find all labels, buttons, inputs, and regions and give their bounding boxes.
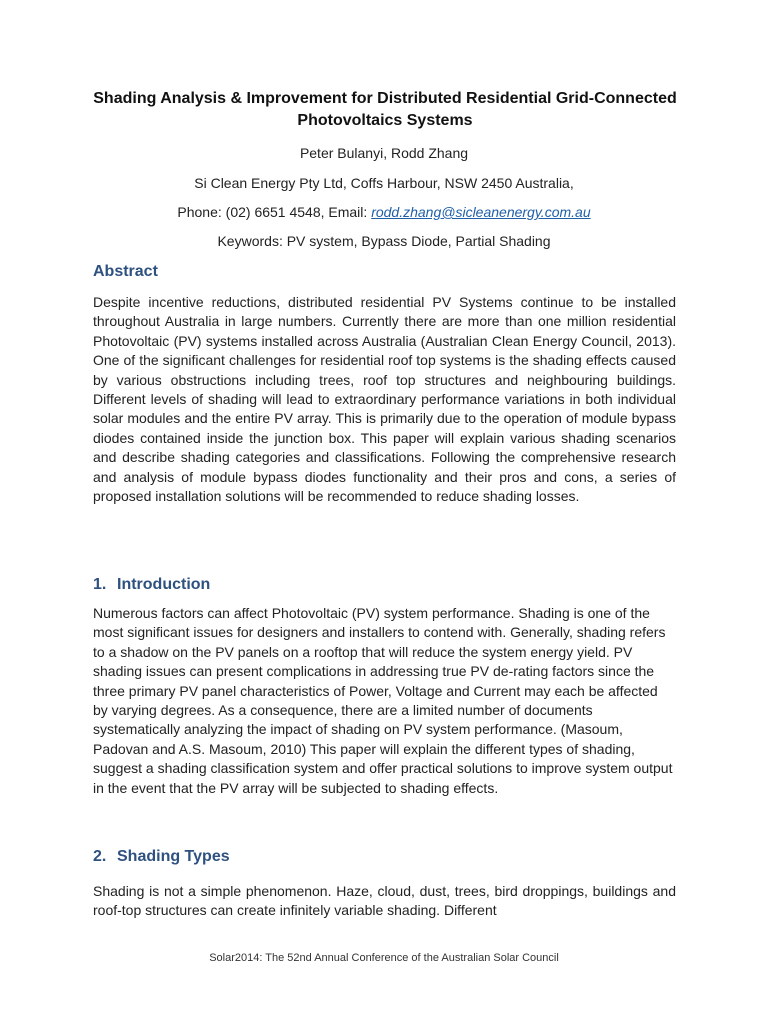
abstract-text: Despite incentive reductions, distributed residential PV Systems continue to be installed throughout Australia in large numbers. Currently there are more than one million residential Photovoltaic (PV) systems installed across Australia (Australian Clean Energy Council, 2013). One of the significant challenges for residential roof top systems is the shading effects caused by various obstructions including trees, roof top structures and neighbouring buildings. Different levels of shading will lead to extraordinary performance variations in both individual solar modules and the entire PV array. This is primarily due to the operation of module bypass diodes contained inside the junction box. This paper will explain various shading scenarios and describe shading categories and classifications. Following the comprehensive research and analysis of module bypass diodes functionality and their pros and cons, a series of proposed installation solutions will be recommended to reduce shading losses. [93,294,676,505]
affiliation: Si Clean Energy Pty Ltd, Coffs Harbour, NSW 2450 Australia, [194,175,574,191]
section-number: 2. [93,848,107,865]
section-number: 1. [93,576,107,593]
contact-prefix: Phone: (02) 6651 4548, Email: [177,204,372,220]
keywords: Keywords: PV system, Bypass Diode, Partial Shading [217,233,551,249]
section-heading-introduction [93,575,210,595]
section-title: Introduction [117,576,211,593]
contact-line [60,203,708,221]
authors: Peter Bulanyi, Rodd Zhang [299,145,469,161]
introduction-text: Numerous factors can affect Photovoltaic (PV) system performance. Shading is one of the most significant issues for designers and installers to contend with. Generally, shading refers to a shadow on the PV panels on a rooftop that will reduce the system energy yield. PV shading issues can present complications in addressing true PV de-rating factors since the three primary PV panel characteristics of Power, Voltage and Current may each be affected by varying degrees. As a consequence, there are a limited number of documents systematically analyzing the impact of shading on PV system performance. (Masoum, Padovan and A.S. Masoum, 2010) This paper will explain the different types of shading, suggest a shading classification system and offer practical solutions to improve system output in the event that the PV array will be subjected to shading effects. [93,605,673,796]
section-title: Shading Types [117,848,230,865]
page-footer: Solar2014: The 52nd Annual Conference of the Australian Solar Council [209,952,559,964]
shading-types-text: Shading is not a simple phenomenon. Haze, cloud, dust, trees, bird droppings, buildings and roof-top structures can create infinitely variable shading. Different [93,883,676,919]
section-heading-shading-types [93,847,230,867]
abstract-heading: Abstract [93,263,158,280]
paper-title: Shading Analysis & Improvement for Distributed Residential Grid-Connected Photovoltaics Systems [93,90,677,129]
email-link[interactable]: rodd.zhang@sicleanenergy.com.au [371,204,591,220]
